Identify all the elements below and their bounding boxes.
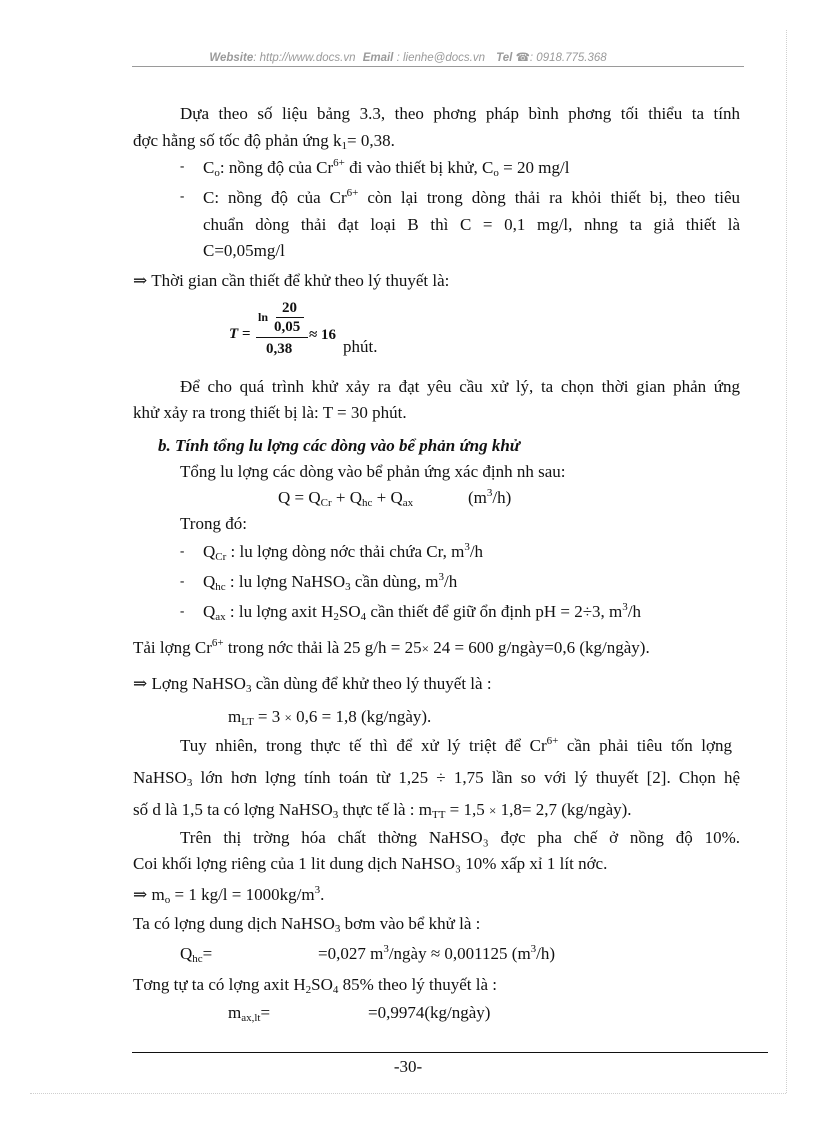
para2-line2: khử xảy ra trong thiết bị là: T = 30 phút. <box>133 403 407 422</box>
def-qax: $Q_{ax}$ : lu lợng axit $H_2SO_4$ cần thiết để giữ ổn định pH = 2÷3, $m^3/h$ <box>203 601 642 623</box>
website-value: : http://www.docs.vn <box>253 52 356 64</box>
qhc-lhs: $Q_{hc}=$ <box>180 944 213 965</box>
bullet-marker: - <box>180 603 185 618</box>
page-header <box>0 50 816 64</box>
bullet-marker: - <box>180 188 185 203</box>
def-qcr: $Q_{Cr}$ : lu lợng dòng nớc thải chứa Cr, $m^3/h$ <box>203 541 484 563</box>
bullet1-text: $C_o$: nồng độ của $Cr^{6+}$ đi vào thiết bị khử, $C_o = 20$ mg/l <box>203 157 570 179</box>
para1-line2: đợc hằng số tốc độ phản ứng $k_1= 0,38$. <box>133 131 395 152</box>
formula-num-top: 20 <box>282 300 297 316</box>
phone-icon: ☎ <box>515 52 530 64</box>
para2-line1: Để cho quá trình khử xảy ra đạt yêu cầu xử lý, ta chọn thời gian phản ứng <box>180 377 740 396</box>
bullet2-line1: C: nồng độ của $Cr^{6+}$ còn lại trong dòng thải ra khỏi thiết bị, theo tiêu <box>203 187 740 207</box>
def-qhc: $Q_{hc}$ : lu lợng NaHSO$_3$ cần dùng, $m^3/h$ <box>203 571 458 593</box>
email-value: : lienhe@docs.vn <box>396 52 485 64</box>
time-intro: ⇒ Thời gian cần thiết để khử theo lý thuyết là: <box>133 271 450 290</box>
formula-approx: ≈ 16 <box>309 327 336 343</box>
formula-lhs: T = <box>229 326 251 342</box>
flow-intro: Tổng lu lợng các dòng vào bể phản ứng xác định nh sau: <box>180 462 566 481</box>
para3-line3: số d là 1,5 ta có lợng NaHSO$_3$ thực tế là : $m_{TT} = 1,5 \times 1,8= 2,7$ (kg/ngày). <box>133 800 632 821</box>
bullet2-line2: chuẩn dòng thải đạt loại B thì C = 0,1 mg/l, nhng ta giả thiết là <box>203 215 740 234</box>
implies-arrow-icon: ⇒ <box>133 674 148 693</box>
pump-intro: Ta có lợng dung dịch NaHSO$_3$ bơm vào bể khử là : <box>133 914 481 935</box>
acid-intro: Tơng tự ta có lợng axit $H_2SO_4$ 85% theo lý thuyết là : <box>133 975 497 996</box>
tel-value: : 0918.775.368 <box>529 52 607 64</box>
flow-equation: $Q = Q_{Cr} + Q_{hc} + Q_{ax}$ <box>278 488 414 509</box>
formula-main-bar <box>256 337 308 338</box>
qhc-rhs: =0,027 $m^3$/ngày ≈ 0,001125 $(m^3/h)$ <box>318 943 556 963</box>
header-rule <box>132 66 744 67</box>
trong-do: Trong đó: <box>180 514 247 533</box>
bullet2-line3: C=0,05mg/l <box>203 241 285 260</box>
flow-unit: $(m^3/h)$ <box>468 487 512 507</box>
formula-inner-bar <box>276 317 304 318</box>
nahso3-need: ⇒ Lợng NaHSO$_3$ cần dùng để khử theo lý thuyết là : <box>133 674 492 695</box>
mo-equation: ⇒ $m_o = 1$ $kg/l = 1000kg/m^3$. <box>133 884 325 906</box>
para3-line2: NaHSO$_3$ lớn hơn lợng tính toán từ 1,25 ÷ 1,75 lần so với lý thuyết [2]. Chọn hệ <box>133 768 740 789</box>
para4-line1: Trên thị trờng hóa chất thờng NaHSO₃ đợc pha chế ở nồng độ 10%. <box>180 828 740 847</box>
page-border-bottom <box>30 1093 786 1094</box>
implies-arrow-icon: ⇒ <box>133 271 148 290</box>
email-label: Email <box>362 52 394 64</box>
cr-load: Tải lợng $Cr^{6+}$ trong nớc thải là 25 g/h = 25× 24 = 600 g/ngày=0,6 (kg/ngày). <box>133 637 650 657</box>
formula-ln: ln <box>258 310 269 324</box>
bullet-marker: - <box>180 543 185 558</box>
para1-line1: Dựa theo số liệu bảng 3.3, theo phơng pháp bình phơng tối thiểu ta tính <box>180 104 740 123</box>
tel-label: Tel <box>496 52 513 64</box>
formula-unit: phút. <box>343 337 378 356</box>
website-label: Website <box>209 52 254 64</box>
section-b-heading: b. Tính tổng lu lợng các dòng vào bể phản ứng khử <box>158 436 520 455</box>
implies-arrow-icon: ⇒ <box>133 885 148 904</box>
formula-num-bot: 0,05 <box>274 319 301 335</box>
bullet-marker: - <box>180 573 185 588</box>
para4-line2: Coi khối lợng riêng của 1 lit dung dịch NaHSO₃ 10% xấp xỉ 1 lít nớc. <box>133 854 608 873</box>
para3-line1: Tuy nhiên, trong thực tế thì để xử lý triệt để $Cr^{6+}$ cần phải tiêu tốn lợng <box>180 735 732 755</box>
page-number: -30- <box>393 1057 423 1076</box>
page-border-right <box>786 30 787 1093</box>
mlt-equation: $m_{LT} = 3 \times 0,6 = 1,8$ (kg/ngày). <box>228 707 432 728</box>
footer-rule <box>132 1052 768 1053</box>
max-rhs: =0,9974(kg/ngày) <box>368 1003 491 1022</box>
formula-den: 0,38 <box>266 341 293 357</box>
max-lhs: $m_{ax,lt}=$ <box>228 1003 271 1024</box>
bullet-marker: - <box>180 158 185 173</box>
